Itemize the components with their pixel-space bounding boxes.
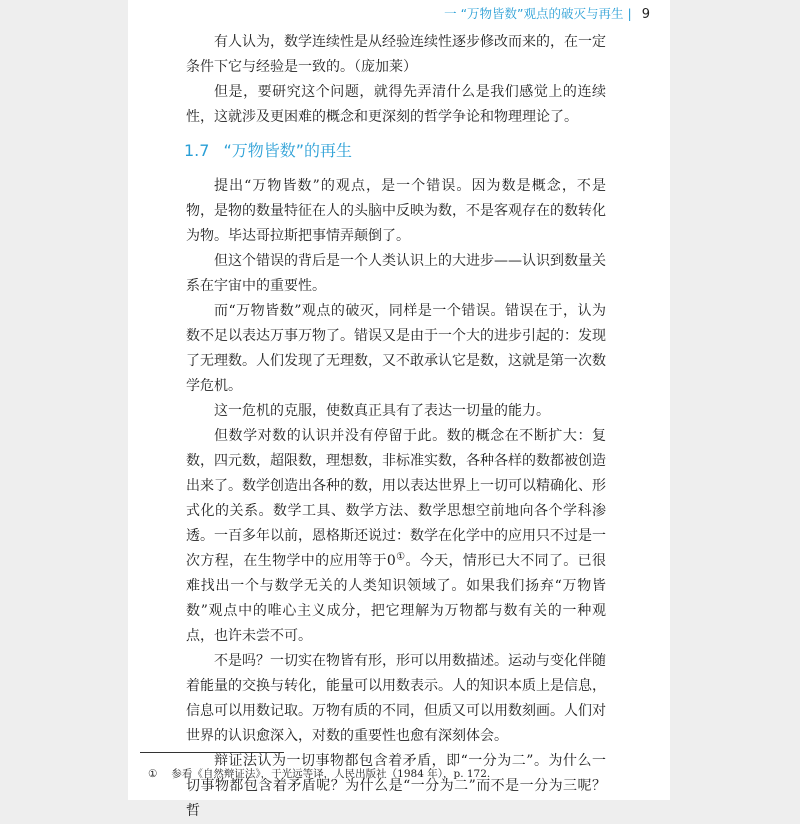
running-header — [444, 4, 650, 22]
paragraph-text: 。今天，情形已大不同了。已很难找出一个与数学无关的人类知识领域了。如果我们扬弃“万物皆数”观点中的唯心主义成分，把它理解为万物都与数有关的一种观点，也许未尝不可。 — [186, 553, 606, 644]
paragraph: 而“万物皆数”观点的破灭，同样是一个错误。错误在于，认为数不足以表达万事万物了。错误又是由于一个大的进步引起的：发现了无理数。人们发现了无理数，又不敢承认它是数，这就是第一次数学危机。 — [186, 303, 606, 394]
paragraph: 不是吗？一切实在物皆有形，形可以用数描述。运动与变化伴随着能量的交换与转化，能量可以用数表示。人的知识本质上是信息，信息可以用数记取。万物有质的不同，但质又可以用数刻画。人们对世界的认识愈深入，对数的重要性也愈有深刻体会。 — [186, 653, 606, 744]
section-heading — [184, 140, 606, 162]
paragraph: 但这个错误的背后是一个人类认识上的大进步——认识到数量关系在宇宙中的重要性。 — [186, 253, 606, 294]
section-number: 1.7 — [184, 141, 210, 160]
footnote-reference[interactable]: ① — [395, 551, 406, 563]
book-page — [128, 0, 670, 819]
paragraph-text: 但数学对数的认识并没有停留于此。数的概念在不断扩大：复数，四元数，超限数，理想数，非标准实数，各种各样的数都被创造出来了。数学创造出各种的数，用以表达世界上一切可以精确化、形式化的关系。数学工具、数学方法、数学思想空前地向各个学科渗透。一百多年以前，恩格斯还说过：数学在化学中的应用只不过是一次方程，在生物学中的应用等于0 — [186, 428, 606, 569]
page-body — [186, 30, 606, 824]
section-title: “万物皆数”的再生 — [223, 141, 353, 160]
paragraph: 有人认为，数学连续性是从经验连续性逐步修改而来的，在一定条件下它与经验是一致的。（庞加莱） — [186, 34, 606, 75]
paragraph-with-footnote-ref — [186, 424, 606, 649]
footnote-text: 参看《自然辩证法》，于光远等译，人民出版社（1984 年），p. 172. — [171, 768, 491, 780]
footnote — [148, 766, 648, 782]
paragraph: 但是，要研究这个问题，就得先弄清什么是我们感觉上的连续性，这就涉及更困难的概念和更深刻的哲学争论和物理理论了。 — [186, 84, 606, 125]
paragraph: 辩证法认为一切事物都包含着矛盾，即“一分为二”。为什么一切事物都包含着矛盾呢？为什么是“一分为二”而不是一分为三呢？哲 — [186, 753, 606, 819]
paragraph: 提出“万物皆数”的观点，是一个错误。因为数是概念，不是物，是物的数量特征在人的头脑中反映为数，不是客观存在的数转化为物。毕达哥拉斯把事情弄颠倒了。 — [186, 178, 606, 244]
page-number: 9 — [641, 7, 650, 22]
footnote-divider — [140, 752, 284, 753]
paragraph: 这一危机的克服，使数真正具有了表达一切量的能力。 — [214, 403, 550, 419]
footnote-mark: ① — [148, 768, 158, 780]
running-title: 一 “万物皆数”观点的破灭与再生 | — [444, 6, 632, 21]
